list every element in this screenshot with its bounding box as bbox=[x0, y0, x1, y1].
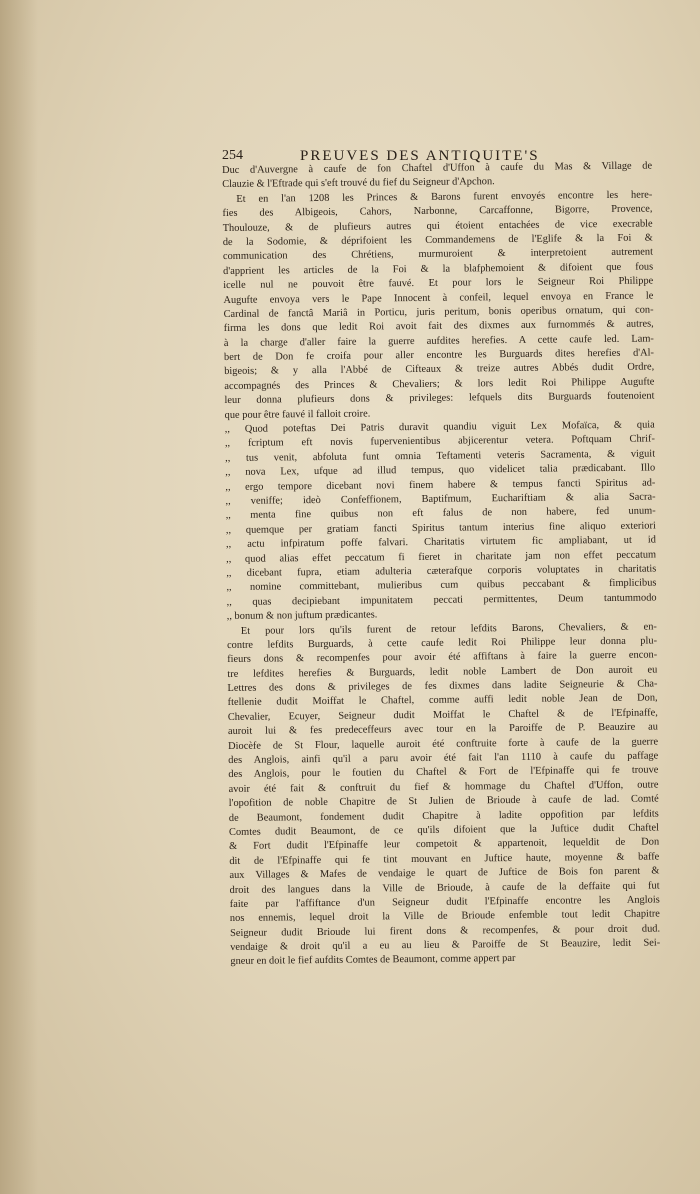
text-line: droit des langues dans la Ville de Brioude, à caufe de la deffaite qui fut bbox=[229, 879, 660, 896]
text-line: ,, menta fine quibus non eft falus de non habere, fed unum- bbox=[225, 505, 656, 522]
text-line: de Beaumont, fondement dudit Chapitre à ladite oppofition par lefdits bbox=[228, 808, 659, 824]
text-line: ,, actu infpiratum poffe falvari. Charitatis virtutem fic ampliabant, ut id bbox=[225, 534, 657, 551]
text-line: de la Sodomie, & déprifoient les Commandemens de l'Eglife & la Foi & bbox=[222, 232, 653, 248]
text-line: bigeois; & y alla l'Abbé de Cifteaux & treize autres Abbés dudit Ordre, bbox=[224, 361, 655, 378]
text-line: faite par l'affiftance d'un Seigneur dudit l'Efpinaffe encontre les Anglois bbox=[229, 894, 660, 910]
text-line: des Anglois, pour le foutien du Chaftel & Fort de l'Efpinaffe qui fe trouve bbox=[228, 764, 659, 781]
text-line: Clauzie & l'Eftrade qui s'eft trouvé du fief du Seigneur d'Apchon. bbox=[222, 176, 495, 191]
text-line: à la charge d'aller faire la guerre aufdites herefies. A cette caufe led. Lam- bbox=[223, 333, 654, 349]
text-line: l'opofition de noble Chapitre de St Julien de Brioude à caufe de lad. Comté bbox=[228, 793, 659, 810]
text-line: ,, bonum & non juftum prædicantes. bbox=[226, 609, 378, 623]
text-line: que pour être fauvé il falloit croire. bbox=[224, 408, 371, 421]
text-line: Et pour lors qu'ils furent de retour lefdits Barons, Chevaliers, & en- bbox=[240, 620, 657, 637]
running-title: PREUVES DES ANTIQUITE'S bbox=[300, 148, 540, 164]
text-line: tre lefdites herefies & Burguards, ledit noble Lambert de Don auroit eu bbox=[227, 664, 658, 680]
text-line: Cardinal de fanctâ Mariâ in Porticu, juris peritum, bonis operibus ornatum, qui con- bbox=[223, 304, 654, 320]
text-line: nos ennemis, lequel droit la Ville de Brioude enfemble tout ledit Chapitre bbox=[229, 908, 660, 925]
text-line: leur donna plufieurs dons & privileges: lefquels dits Burguards foutenoient bbox=[224, 390, 655, 407]
text-line: ,, quas decipiebant impunitatem peccati permittentes, Deum tantummodo bbox=[226, 592, 657, 608]
text-line: gneur en doit le fief aufdits Comtes de Beaumont, comme appert par bbox=[230, 953, 516, 968]
body-text bbox=[222, 159, 660, 969]
text-line: d'apprient les articles de la Foi & la blafphemoient & difoient que fous bbox=[223, 261, 654, 277]
text-line: ,, nova Lex, ufque ad illud tempus, quo videlicet talia prædicabant. Illo bbox=[225, 462, 656, 479]
text-line: ,, fcriptum eft novis fupervenientibus abjicerentur vetera. Poftquam Chrif- bbox=[224, 433, 655, 450]
text-line: ,, veniffe; ideò Confeffionem, Baptifmum, Euchariftiam & alia Sacra- bbox=[225, 491, 656, 507]
text-line: ,, nomine committebant, mulieribus cum quibus peccabant & fimplicibus bbox=[226, 577, 657, 594]
text-line: ftellenie dudit Moiffat le Chaftel, comme auffi ledit noble Jean de Don, bbox=[227, 692, 658, 709]
text-line: fies des Albigeois, Cahors, Narbonne, Carcaffonne, Bigorre, Provence, bbox=[222, 203, 653, 220]
text-line: Duc d'Auvergne à caufe de fon Chaftel d'Uffon à caufe du Mas & Village de bbox=[222, 160, 653, 176]
text-line: Seigneur dudit Brioude lui firent dons & recompenfes, & pour droit dud. bbox=[229, 923, 661, 939]
text-line: ,, dicebant fupra, etiam adulteria cæterafque corporis voluptates in charitatis bbox=[226, 563, 657, 579]
text-line: avoir été fait & conftruit du fief & hommage du Chaftel d'Uffon, outre bbox=[228, 779, 659, 795]
text-line: & Fort dudit l'Efpinaffe leur competoit & appartenoit, lequeldit de Don bbox=[229, 836, 660, 853]
text-line: ,, Quod poteftas Dei Patris duravit quandiu viguit Lex Mofaïca, & quia bbox=[224, 419, 655, 436]
text-line: vendaige & droit qu'il a eu au lieu & Paroiffe de St Beauzire, ledit Sei- bbox=[230, 937, 661, 954]
text-line: ,, ergo tempore dicebant novi finem habere & tempus fancti Spiritus ad- bbox=[225, 477, 656, 493]
text-line: communication des Chrétiens, murmuroient & interpretoient autrement bbox=[222, 246, 654, 263]
text-line: icelle nul ne pouvoit être fauvé. Et pour lors le Seigneur Roi Philippe bbox=[223, 275, 654, 292]
page-number: 254 bbox=[222, 148, 243, 163]
text-line: Augufte envoya vers le Pape Innocent à confeil, lequel envoya en France le bbox=[223, 290, 654, 306]
text-line: Comtes dudit Beaumont, de ce qu'ils difoient que la Juftice dudit Chaftel bbox=[228, 822, 660, 838]
text-line: ,, quod alias effet peccatum fi fieret in charitate jam non effet peccatum bbox=[226, 549, 657, 565]
text-line: accompagnés des Princes & Chevaliers; & lors ledit Roi Philippe Augufte bbox=[224, 376, 655, 392]
text-line: firma les dons que ledit Roi avoit fait des dixmes aux furnommés & autres, bbox=[223, 318, 654, 335]
text-line: ,, quemque per gratiam fancti Spiritus tantum interius fine aliquo exteriori bbox=[225, 520, 656, 536]
text-line: dit de l'Efpinaffe qui fe tint mouvant en Juftice haute, moyenne & baffe bbox=[229, 851, 660, 867]
text-line: Et en l'an 1208 les Princes & Barons furent envoyés encontre les here- bbox=[236, 189, 653, 205]
text-line: bert de Don fe croifa pour aller encontre les Burguards dites herefies d'Al- bbox=[223, 347, 655, 364]
text-line: contre lefdits Burguards, à cette caufe ledit Roi Philippe leur donna plu- bbox=[226, 635, 658, 651]
text-line: Lettres des dons & privileges de fes dixmes dans ladite Seigneurie & Cha- bbox=[227, 678, 658, 695]
text-line: auroit lui & fes predeceffeurs avec tour en la Paroiffe de P. Beauzire au bbox=[227, 721, 658, 738]
text-line: aux Villages & Mafes de vendaige le quart de Juftice de Bois fon parent & bbox=[229, 865, 660, 882]
text-line: Thoulouze, & de plufieurs autres qui étoient entachées de vice execrable bbox=[222, 218, 653, 234]
text-line: Chevalier, Ecuyer, Seigneur dudit Moiffat le Chaftel & de l'Efpinaffe, bbox=[227, 707, 658, 723]
text-line: fieurs dons & recompenfes pour avoir été affiftans à faire la guerre encon- bbox=[227, 649, 658, 666]
text-line: Diocèfe de St Flour, laquelle auroit été conftruite forte à caufe de la guerre bbox=[228, 736, 659, 752]
text-line: ,, tus venit, abfoluta funt omnia Teftamenti veteris Sacramenta, & viguit bbox=[225, 448, 656, 464]
text-line: des Anglois, ainfi qu'il a paru avoir été fait l'an 1110 à caufe du paffage bbox=[228, 750, 659, 766]
